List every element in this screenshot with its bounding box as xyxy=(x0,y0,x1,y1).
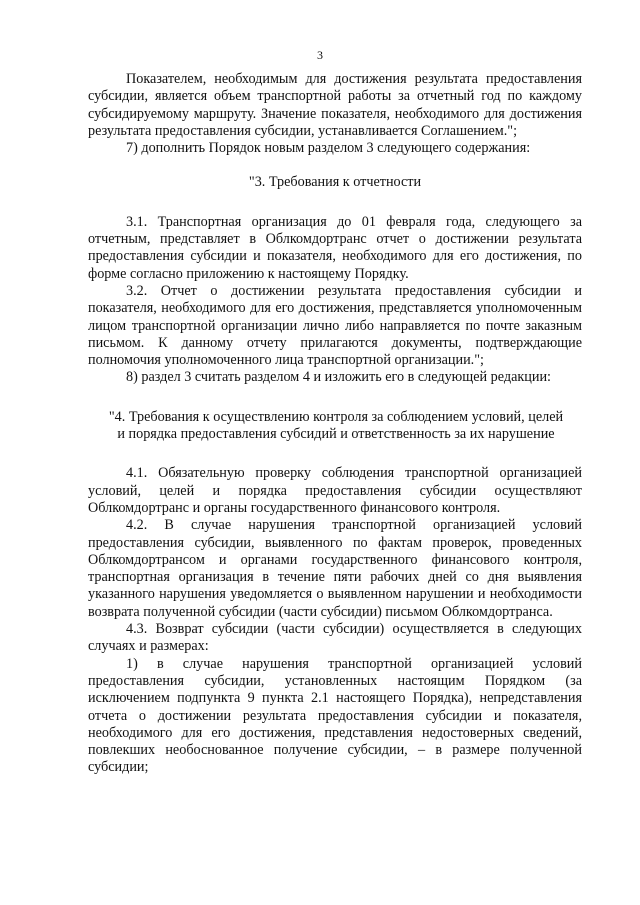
paragraph-amendment-7: 7) дополнить Порядок новым разделом 3 следующего содержания: xyxy=(126,140,531,157)
paragraph-indicator: Показателем, необходимым для достижения результата предоставления субсидии, является объем транспортной работы за отчетный год по каждому субсидируемому маршруту. Значение показателя, необходимого для достижения результата предоставления субсидии, устанавливается Соглашением."; xyxy=(88,71,582,139)
paragraph-4-3: 4.3. Возврат субсидии (части субсидии) осуществляется в следующих случаях и размерах: xyxy=(88,621,582,655)
paragraph-4-1: 4.1. Обязательную проверку соблюдения транспортной организацией условий, целей и порядка предоставления субсидии осуществляют Облкомдортранс и органы государственного финансового контроля. xyxy=(88,465,582,516)
paragraph-amendment-8: 8) раздел 3 считать разделом 4 и изложить его в следующей редакции: xyxy=(126,369,551,386)
section-4-heading xyxy=(84,409,588,444)
section-4-heading-line-2: и порядка предоставления субсидий и ответственность за их нарушение xyxy=(117,426,555,443)
section-4-heading-line-1: "4. Требования к осуществлению контроля за соблюдением условий, целей xyxy=(108,408,564,425)
section-3-heading: "3. Требования к отчетности xyxy=(248,174,422,191)
paragraph-3-1: 3.1. Транспортная организация до 01 февраля года, следующего за отчетным, представляет в Облкомдортранс отчет о достижении результата предоставления субсидии и показателя, необходимого для его достижения, по форме согласно приложению к настоящему Порядку. xyxy=(88,213,582,282)
page-number: 3 xyxy=(317,48,323,62)
paragraph-3-2: 3.2. Отчет о достижении результата предоставления субсидии и показателя, необходимого для его достижения, представляется уполномоченным лицом транспортной организации лично либо направляется по почте заказным письмом. К данному отчету прилагаются документы, подтверждающие полномочия уполномоченного лица транспортной организации."; xyxy=(88,282,582,369)
paragraph-4-2: 4.2. В случае нарушения транспортной организацией условий предоставления субсидии, выявленного по фактам проверок, проведенных Облкомдортрансом и органами государственного финансового контроля, транспортная организация в течение пяти рабочих дней со дня выявления указанного нарушения уведомляется о выявленном нарушении и необходимости возврата полученной субсидии (части субсидии) письмом Облкомдортранса. xyxy=(88,517,582,620)
document-body xyxy=(88,71,582,777)
paragraph-4-3-item-1: 1) в случае нарушения транспортной организацией условий предоставления субсидии, установленных настоящим Порядком (за исключением подпункта 9 пункта 2.1 настоящего Порядка), непредставления отчета о достижении результата предоставления субсидии и показателя, необходимого для его достижения, представления недостоверных сведений, повлекших необоснованное получение субсидии, – в размере полученной субсидии; xyxy=(88,655,582,776)
